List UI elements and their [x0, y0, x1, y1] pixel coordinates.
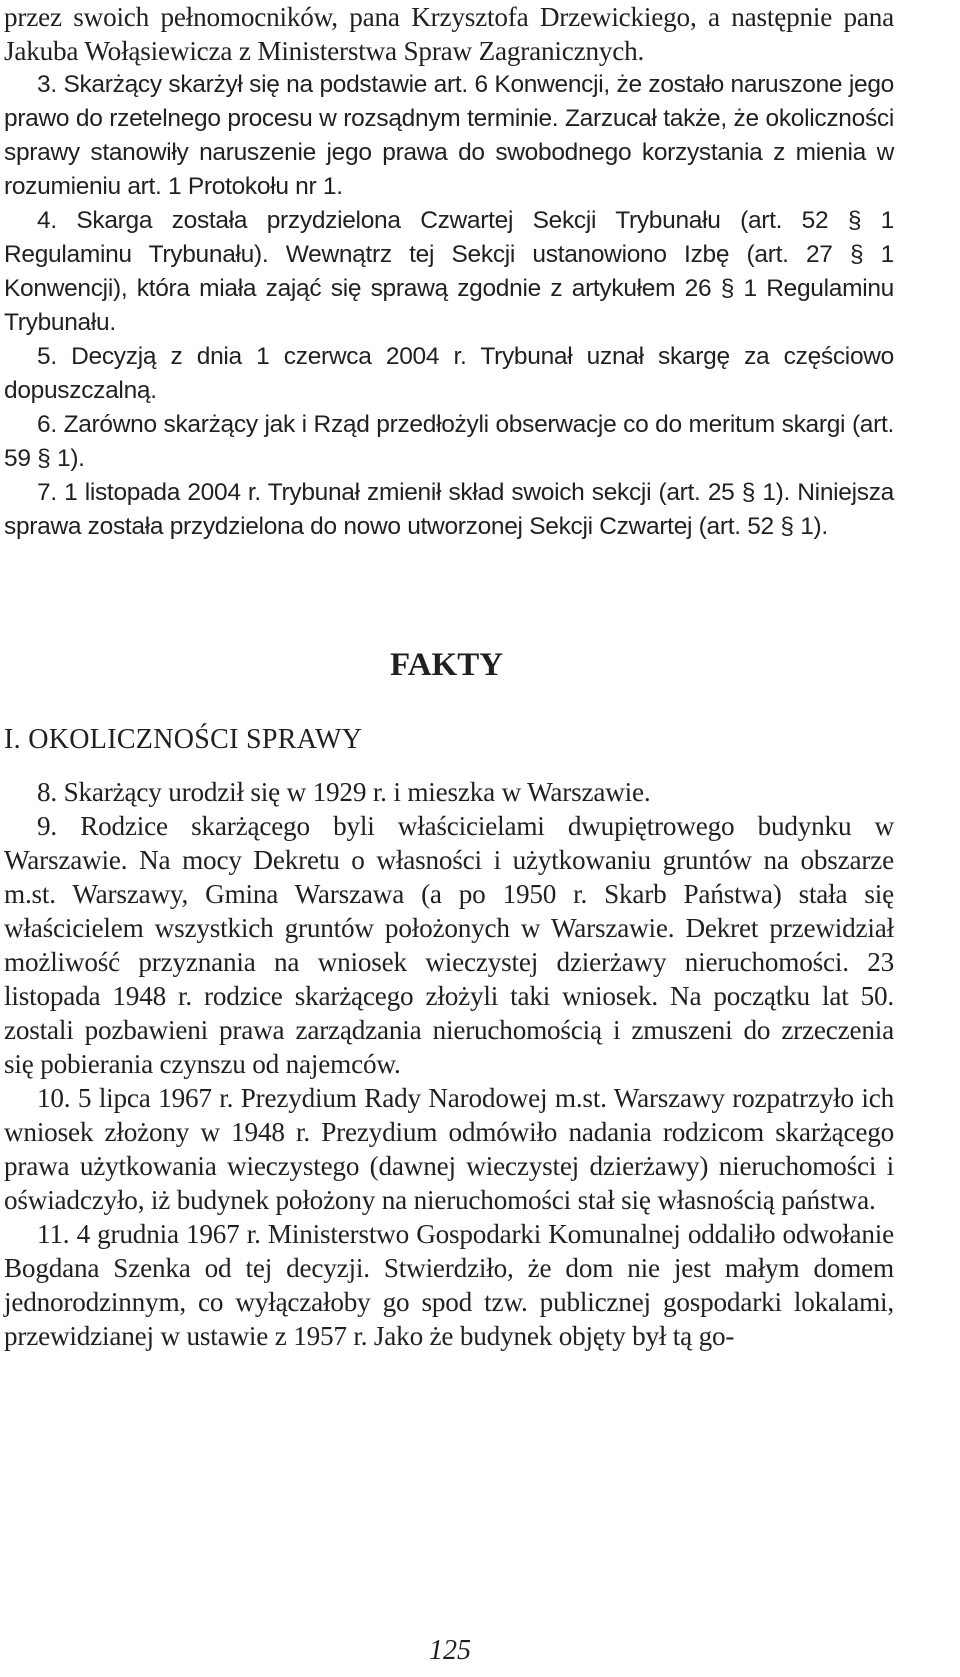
facts-paragraphs: [4, 775, 894, 1353]
paragraph-11: 11. 4 grudnia 1967 r. Ministerstwo Gospodarki Komunalnej oddaliło odwołanie Bogdana Szenka od tej decyzji. Stwierdziło, że dom nie jest małym domem jednorodzinnym, co wyłączałoby go spod tzw. publicznej gospodarki lokalami, przewidzianej w ustawie z 1957 r. Jako że budynek objęty był tą go-: [4, 1219, 894, 1351]
paragraph-9: 9. Rodzice skarżącego byli właścicielami dwupiętrowego budynku w Warszawie. Na mocy Dekretu o własności i użytkowaniu gruntów na obszarze m.st. Warszawy, Gmina Warszawa (a po 1950 r. Skarb Państwa) stała się właścicielem wszystkich gruntów położonych w Warszawie. Dekret przewidział możliwość przyznania na wniosek wieczystej dzierżawy nieruchomości. 23 listopada 1948 r. rodzice skarżącego złożyli taki wniosek. Na początku lat 50. zostali pozbawieni prawa zarządzania nieruchomością i zmuszeni do zrzeczenia się pobierania czynszu od najemców.: [4, 811, 894, 1079]
paragraph-5: 5. Decyzją z dnia 1 czerwca 2004 r. Trybunał uznał skargę za częściowo dopuszczalną.: [4, 343, 894, 404]
intro-paragraphs: [4, 0, 894, 544]
paragraph-8: 8. Skarżący urodził się w 1929 r. i mieszka w Warszawie.: [37, 777, 651, 807]
subsection-heading-circumstances: I. OKOLICZNOŚCI SPRAWY: [4, 724, 363, 755]
paragraph-3: 3. Skarżący skarżył się na podstawie art. 6 Konwencji, że zostało naruszone jego prawo do rzetelnego procesu w rozsądnym terminie. Zarzucał także, że okoliczności sprawy stanowiły naruszenie jego prawa do swobodnego korzystania z mienia w rozumieniu art. 1 Protokołu nr 1.: [4, 71, 894, 200]
page-number: 125: [429, 1635, 471, 1666]
paragraph-6: 6. Zarówno skarżący jak i Rząd przedłożyli obserwacje co do meritum skargi (art. 59 § 1).: [4, 411, 894, 472]
paragraph-4: 4. Skarga została przydzielona Czwartej Sekcji Trybunału (art. 52 § 1 Regulaminu Trybunału). Wewnątrz tej Sekcji ustanowiono Izbę (art. 27 § 1 Konwencji), która miała zająć się sprawą zgodnie z artykułem 26 § 1 Regulaminu Trybunału.: [4, 207, 894, 336]
section-heading-fakty: FAKTY: [390, 647, 504, 683]
paragraph-10: 10. 5 lipca 1967 r. Prezydium Rady Narodowej m.st. Warszawy rozpatrzyło ich wniosek złożony w 1948 r. Prezydium odmówiło nadania rodzicom skarżącego prawa użytkowania wieczystego (dawnej wieczystej dzierżawy) nieruchomości i oświadczyło, iż budynek położony na nieruchomości stał się własnością państwa.: [4, 1083, 894, 1215]
paragraph-7: 7. 1 listopada 2004 r. Trybunał zmienił skład swoich sekcji (art. 25 § 1). Niniejsza sprawa została przydzielona do nowo utworzonej Sekcji Czwartej (art. 52 § 1).: [4, 479, 894, 540]
paragraph-continuation: przez swoich pełnomocników, pana Krzysztofa Drzewickiego, a następnie pana Jakuba Wołąsiewicza z Ministerstwa Spraw Zagranicznych.: [4, 2, 894, 66]
